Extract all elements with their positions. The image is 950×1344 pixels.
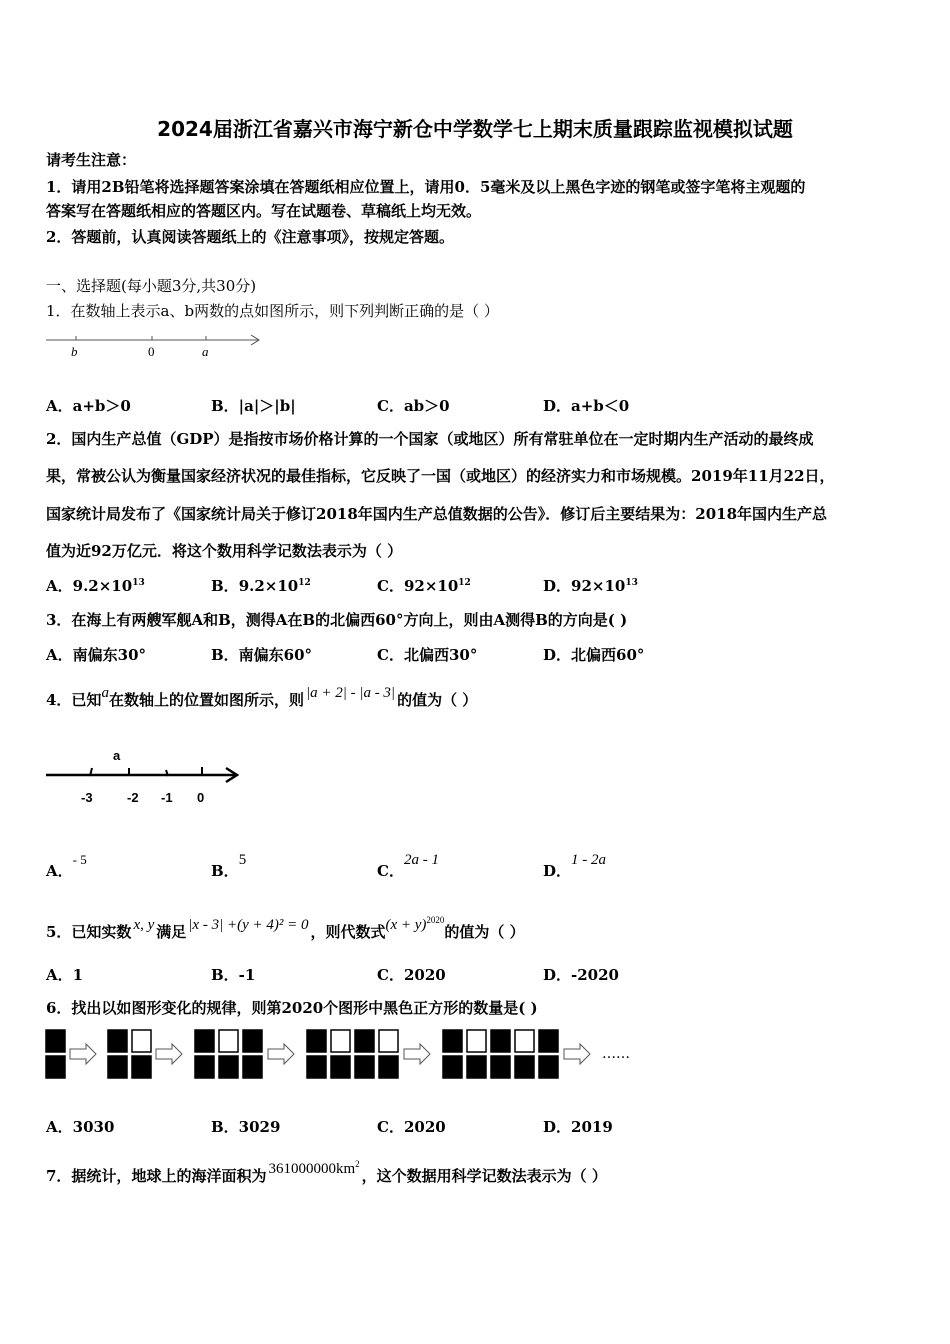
white-square (331, 1030, 350, 1052)
area-value (266, 1161, 361, 1177)
q1-option-b[interactable]: B．|a|＞|b| (211, 397, 296, 415)
black-square (355, 1030, 374, 1052)
option-label: B． (211, 862, 239, 880)
q4-option-d[interactable] (543, 852, 607, 881)
question-1-stem: 1．在数轴上表示a、b两数的点如图所示，则下列判断正确的是（ ） (46, 302, 499, 320)
black-square (46, 1056, 65, 1078)
stem-part: 7．据统计，地球上的海洋面积为 (46, 1167, 267, 1185)
option-base: 9.2×10 (238, 577, 299, 595)
question-2-line-3: 国家统计局发布了《国家统计局关于修订2018年国内生产总值数据的公告》．修订后主要结果为：2018年国内生产总 (46, 505, 828, 523)
option-label: C． (377, 862, 404, 880)
question-5-stem (46, 915, 525, 943)
axis-label-a: a (202, 344, 209, 359)
black-square (467, 1056, 486, 1078)
stem-part: 4．已知 (46, 691, 102, 709)
axis-point-a: a (113, 748, 121, 763)
notice-line-3: 2．答题前，认真阅读答题纸上的《注意事项》，按规定答题。 (46, 228, 454, 246)
black-square (243, 1030, 262, 1052)
option-label: A． (46, 862, 73, 880)
q4-option-b[interactable] (211, 852, 247, 881)
q3-option-c[interactable]: C．北偏西30° (377, 646, 478, 664)
power-base: (x + y) (385, 917, 427, 933)
question-2-line-4: 值为近92万亿元．将这个数用科学记数法表示为（ ） (46, 542, 403, 560)
option-base: 9.2×10 (72, 577, 133, 595)
option-label: D． (543, 577, 572, 595)
white-square (515, 1030, 534, 1052)
stem-part: 5．已知实数 (46, 923, 132, 941)
white-square (219, 1030, 238, 1052)
q6-option-b[interactable]: B．3029 (211, 1118, 281, 1136)
black-square (195, 1030, 214, 1052)
arrow-right-icon (70, 1044, 96, 1064)
q6-option-d[interactable]: D．2019 (543, 1118, 613, 1136)
option-label: B． (211, 577, 239, 595)
black-square (307, 1056, 326, 1078)
axis-tick-minus-1: -1 (161, 790, 173, 805)
q3-option-d[interactable]: D．北偏西60° (543, 646, 645, 664)
option-exponent: 13 (132, 578, 145, 588)
black-square (515, 1056, 534, 1078)
arrow-right-icon (404, 1044, 430, 1064)
option-base: 92×10 (403, 577, 459, 595)
white-square (467, 1030, 486, 1052)
option-label: A． (46, 577, 73, 595)
q1-option-c[interactable]: C．ab＞0 (377, 397, 450, 415)
q5-option-a[interactable]: A．1 (46, 966, 84, 984)
option-exponent: 12 (458, 578, 471, 588)
q6-option-c[interactable]: C．2020 (377, 1118, 446, 1136)
axis-label-0: 0 (148, 344, 155, 359)
notice-line-2: 答案写在答题纸相应的答题区内。写在试题卷、草稿纸上均无效。 (46, 202, 482, 220)
black-square (355, 1056, 374, 1078)
area-value-exponent: 2 (355, 1159, 360, 1169)
arrow-right-icon (156, 1044, 182, 1064)
expression: |a + 2| - |a - 3| (305, 685, 396, 701)
q6-option-a[interactable]: A．3030 (46, 1118, 115, 1136)
black-square (539, 1056, 558, 1078)
axis-label-b: b (71, 344, 78, 359)
question-4-stem (46, 685, 478, 711)
question-7-stem (46, 1159, 607, 1187)
stem-part: 的值为（ ） (397, 691, 478, 709)
pattern-ellipsis: …… (602, 1046, 630, 1062)
option-base: 92×10 (571, 577, 626, 595)
black-square (379, 1056, 398, 1078)
option-value: 2a - 1 (403, 852, 439, 868)
condition-expression: |x - 3| +(y + 4)² = 0 (188, 917, 309, 933)
black-square (108, 1056, 127, 1078)
question-6-stem: 6．找出以如图形变化的规律，则第2020个图形中黑色正方形的数量是( ) (46, 999, 538, 1017)
page-title: 2024届浙江省嘉兴市海宁新仓中学数学七上期末质量跟踪监视模拟试题 (157, 117, 793, 141)
axis-tick-minus-2: -2 (127, 790, 139, 805)
stem-part: ，则代数式 (310, 923, 386, 941)
q1-option-d[interactable]: D．a+b＜0 (543, 397, 630, 415)
option-value: 5 (238, 852, 247, 868)
option-value: - 5 (72, 852, 87, 867)
arrow-right-icon (268, 1044, 294, 1064)
variables-xy: x, y (133, 917, 155, 933)
black-square (195, 1056, 214, 1078)
question-6-pattern-figure (46, 1028, 646, 1080)
stem-part: 的值为（ ） (444, 923, 525, 941)
arrow-right-icon (564, 1044, 590, 1064)
question-4-number-line (46, 745, 246, 815)
black-square (491, 1056, 510, 1078)
black-square (443, 1030, 462, 1052)
q5-option-b[interactable]: B．-1 (211, 966, 256, 984)
black-square (108, 1030, 127, 1052)
q2-option-d[interactable] (543, 575, 638, 596)
q4-option-a[interactable] (46, 852, 87, 881)
option-label: C． (377, 577, 404, 595)
stem-part: 满足 (156, 923, 187, 941)
black-square (331, 1056, 350, 1078)
question-2-line-1: 2．国内生产总值（GDP）是指按市场价格计算的一个国家（或地区）所有常驻单位在一定时期内生产活动的最终成 (46, 430, 814, 448)
black-square (46, 1030, 65, 1052)
notice-line-1: 1．请用2B铅笔将选择题答案涂填在答题纸相应位置上，请用0．5毫米及以上黑色字迹的钢笔或签字笔将主观题的 (46, 178, 806, 196)
q4-option-c[interactable] (377, 852, 439, 881)
option-exponent: 12 (298, 578, 311, 588)
q2-option-c[interactable] (377, 575, 471, 596)
q5-option-d[interactable]: D．-2020 (543, 966, 619, 984)
stem-part: ，这个数据用科学记数法表示为（ ） (361, 1167, 607, 1185)
axis-tick-minus-3: -3 (81, 790, 93, 805)
q3-option-a[interactable]: A．南偏东30° (46, 646, 147, 664)
question-3-stem: 3．在海上有两艘军舰A和B，测得A在B的北偏西60°方向上，则由A测得B的方向是( ) (46, 611, 628, 629)
q2-option-a[interactable] (46, 575, 145, 596)
q1-option-a[interactable]: A．a+b＞0 (46, 397, 131, 415)
section-heading: 一、选择题(每小题3分,共30分) (46, 277, 257, 295)
power-expression (385, 917, 444, 933)
black-square (443, 1056, 462, 1078)
axis-tick-0: 0 (197, 790, 205, 805)
black-square (307, 1030, 326, 1052)
q3-option-b[interactable]: B．南偏东60° (211, 646, 313, 664)
black-square (132, 1056, 151, 1078)
variable-a: a (101, 685, 109, 701)
option-label: D． (543, 862, 572, 880)
black-square (539, 1030, 558, 1052)
white-square (132, 1030, 151, 1052)
option-exponent: 13 (625, 578, 638, 588)
black-square (243, 1056, 262, 1078)
question-2-line-2: 果，常被公认为衡量国家经济状况的最佳指标，它反映了一国（或地区）的经济实力和市场规模。2019年11月22日， (46, 467, 835, 485)
question-1-number-line (46, 332, 266, 362)
black-square (219, 1056, 238, 1078)
white-square (379, 1030, 398, 1052)
power-exponent: 2020 (426, 915, 445, 925)
notice-heading: 请考生注意： (46, 151, 137, 169)
q5-option-c[interactable]: C．2020 (377, 966, 446, 984)
black-square (491, 1030, 510, 1052)
q2-option-b[interactable] (211, 575, 311, 596)
option-value: 1 - 2a (571, 852, 607, 868)
area-value-text: 361000000km (268, 1161, 356, 1177)
stem-part: 在数轴上的位置如图所示，则 (108, 691, 304, 709)
